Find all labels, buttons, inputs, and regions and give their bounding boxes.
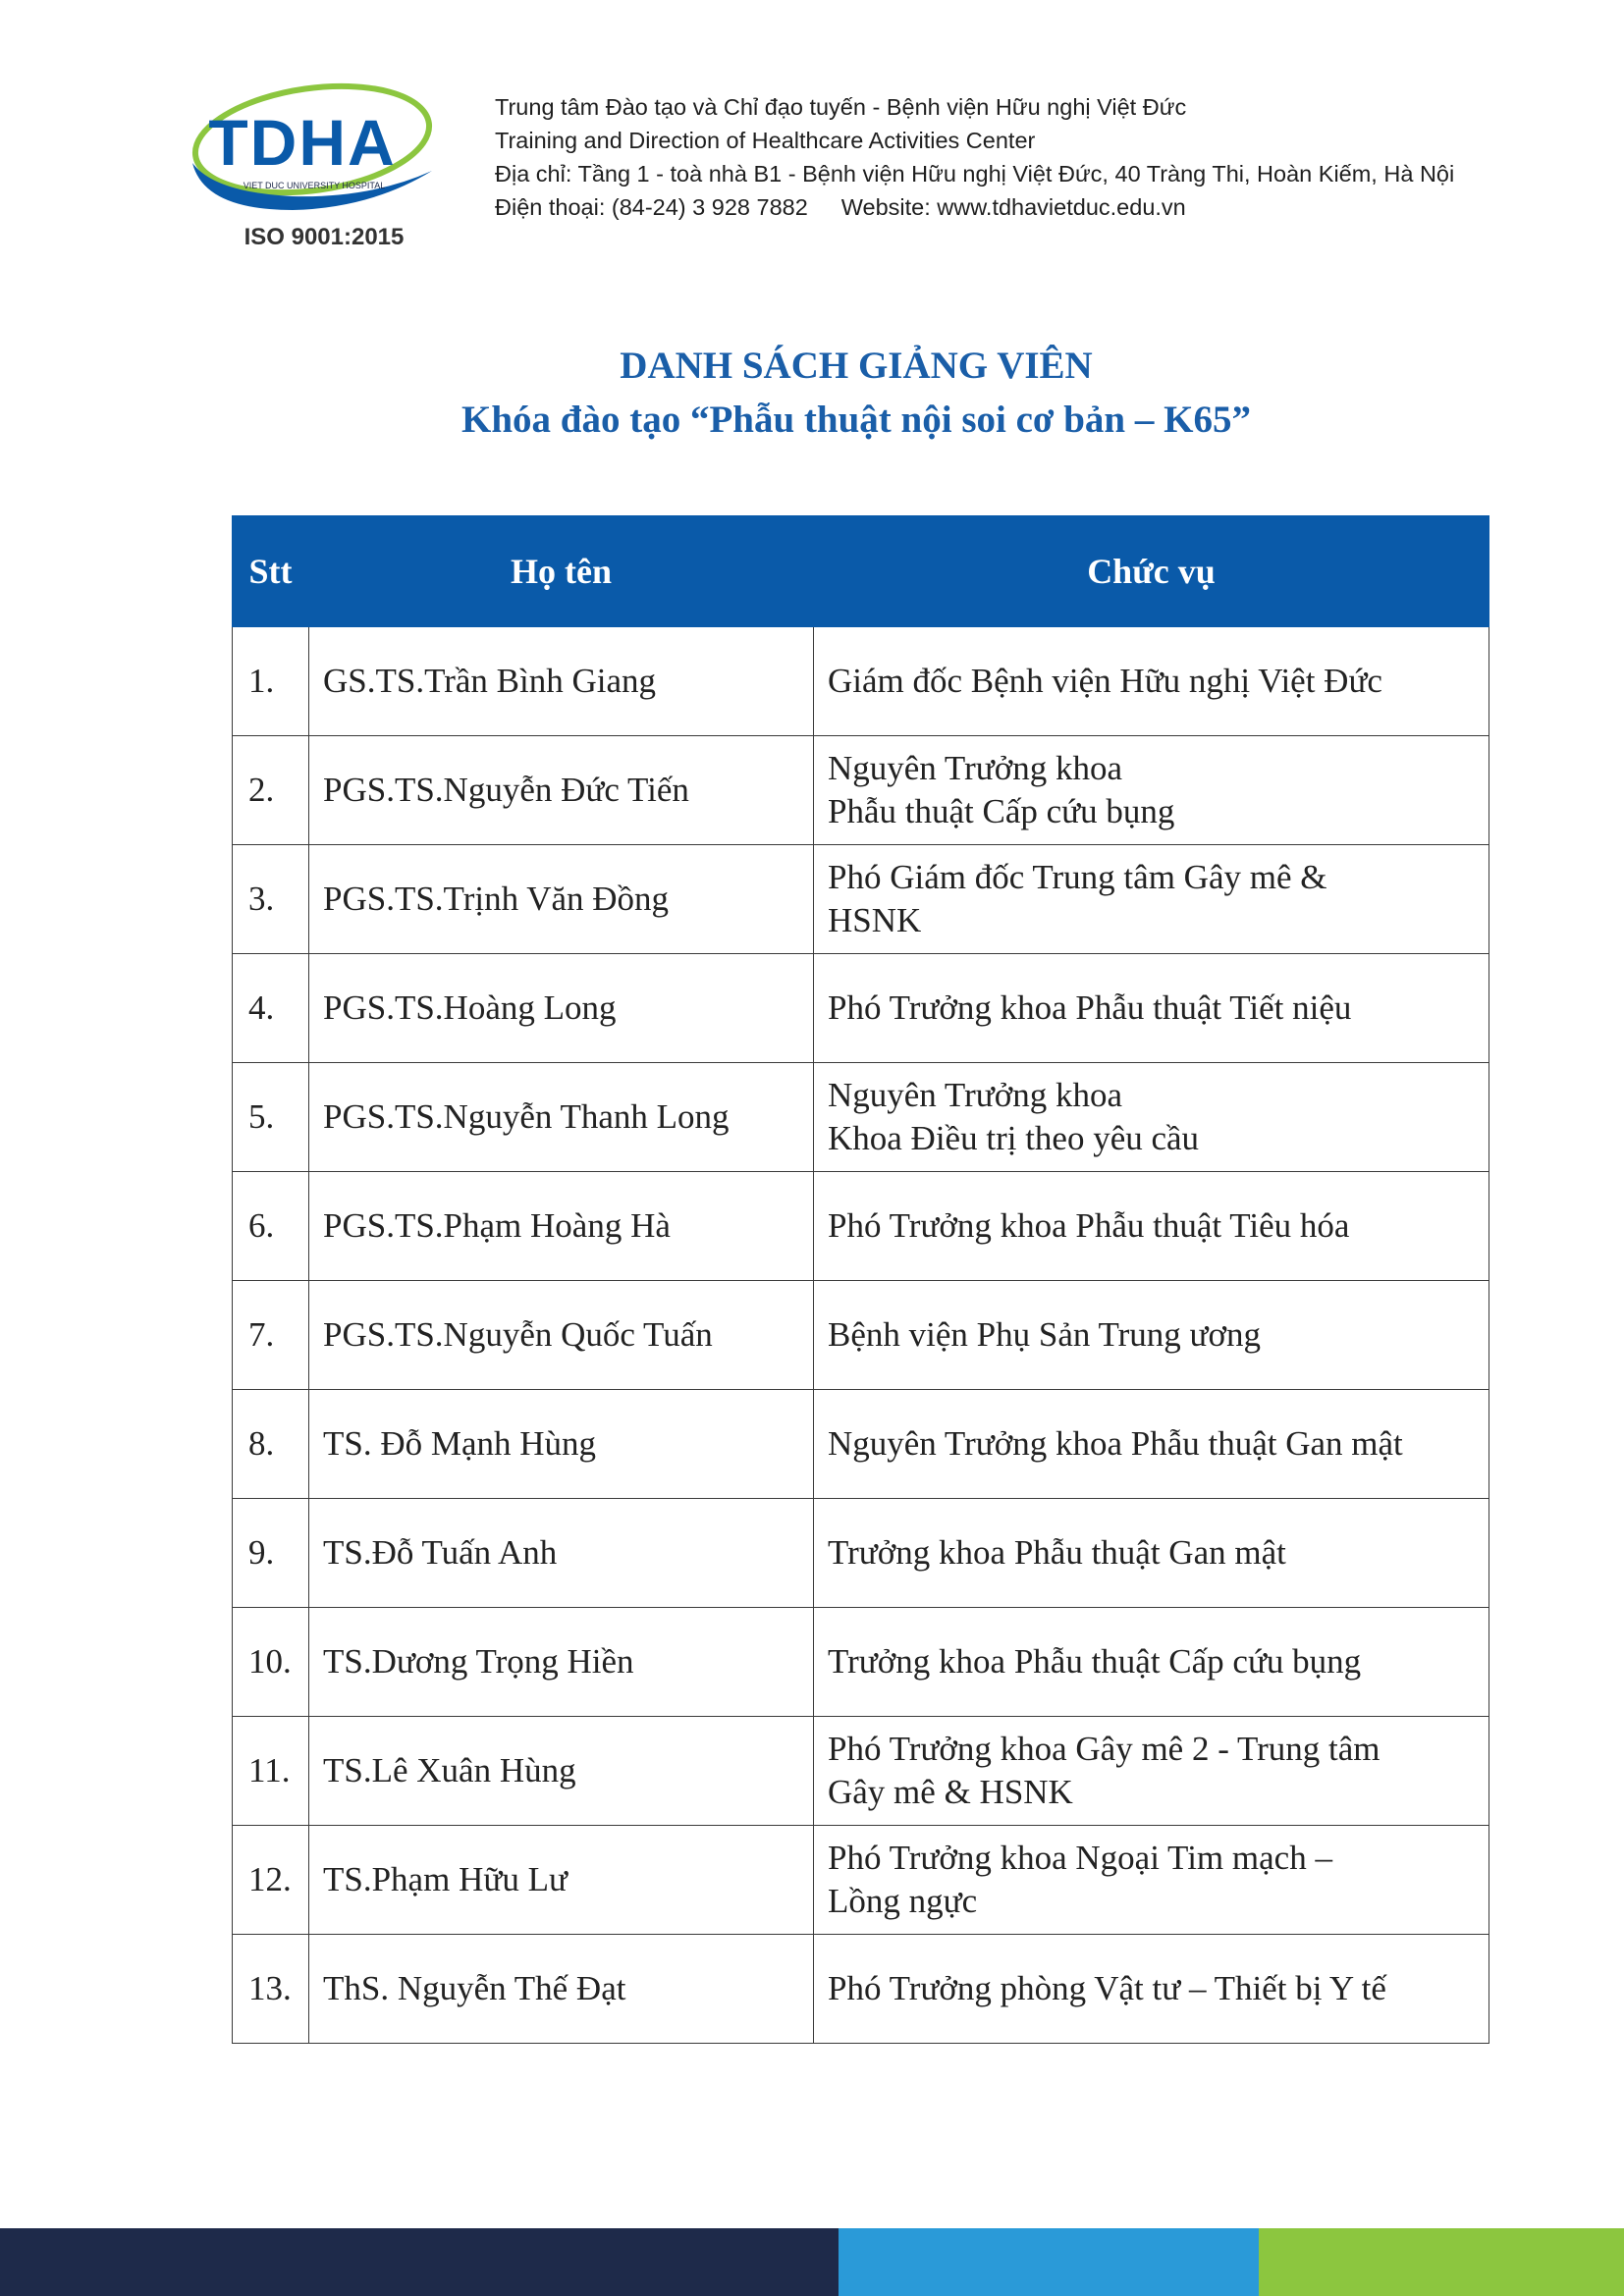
page-title: DANH SÁCH GIẢNG VIÊN xyxy=(620,345,1093,387)
position-line: Gây mê & HSNK xyxy=(828,1773,1073,1811)
row-stt: 2. xyxy=(233,736,309,845)
lecturer-table xyxy=(232,515,1489,2044)
position-line: Lồng ngực xyxy=(828,1882,978,1920)
table-row xyxy=(233,736,1489,845)
position-line: Trưởng khoa Phẫu thuật Cấp cứu bụng xyxy=(828,1642,1362,1681)
table-row xyxy=(233,1826,1489,1935)
row-stt: 3. xyxy=(233,845,309,954)
header-position: Chức vụ xyxy=(814,516,1489,627)
row-name: ThS. Nguyễn Thế Đạt xyxy=(309,1935,814,2044)
position-line: Phó Trưởng phòng Vật tư – Thiết bị Y tế xyxy=(828,1969,1386,2007)
position-line: HSNK xyxy=(828,901,922,939)
row-position xyxy=(814,1717,1489,1826)
row-stt: 5. xyxy=(233,1063,309,1172)
row-stt: 10. xyxy=(233,1608,309,1717)
footer-bar xyxy=(0,2228,1624,2296)
footer-navy-segment xyxy=(0,2228,839,2296)
position-line: Bệnh viện Phụ Sản Trung ương xyxy=(828,1315,1262,1354)
row-name: TS. Đỗ Mạnh Hùng xyxy=(309,1390,814,1499)
header-name: Họ tên xyxy=(309,516,814,627)
row-stt: 8. xyxy=(233,1390,309,1499)
row-name: GS.TS.Trần Bình Giang xyxy=(309,627,814,736)
logo-text: TDHA xyxy=(208,106,397,179)
row-position xyxy=(814,1063,1489,1172)
row-position xyxy=(814,1281,1489,1390)
row-stt: 13. xyxy=(233,1935,309,2044)
row-name: TS.Dương Trọng Hiền xyxy=(309,1608,814,1717)
row-name: PGS.TS.Nguyễn Thanh Long xyxy=(309,1063,814,1172)
row-position xyxy=(814,1172,1489,1281)
row-stt: 9. xyxy=(233,1499,309,1608)
row-position xyxy=(814,1935,1489,2044)
logo-subtext: VIET DUC UNIVERSITY HOSPITAL xyxy=(243,181,386,190)
position-line: Phó Giám đốc Trung tâm Gây mê & xyxy=(828,858,1327,896)
table-row xyxy=(233,1281,1489,1390)
position-line: Phó Trưởng khoa Ngoại Tim mạch – xyxy=(828,1839,1332,1877)
row-position xyxy=(814,736,1489,845)
table-row xyxy=(233,1390,1489,1499)
position-line: Nguyên Trưởng khoa Phẫu thuật Gan mật xyxy=(828,1424,1403,1463)
position-line: Trưởng khoa Phẫu thuật Gan mật xyxy=(828,1533,1286,1572)
phone: Điện thoại: (84-24) 3 928 7882 xyxy=(495,194,808,220)
row-stt: 7. xyxy=(233,1281,309,1390)
table-row xyxy=(233,1499,1489,1608)
header-stt: Stt xyxy=(233,516,309,627)
table-row xyxy=(233,1172,1489,1281)
position-line: Khoa Điều trị theo yêu cầu xyxy=(828,1119,1200,1157)
center-name-en: Training and Direction of Healthcare Activities Center xyxy=(495,128,1036,153)
course-title: Khóa đào tạo “Phẫu thuật nội soi cơ bản – K65” xyxy=(461,399,1251,441)
table-row xyxy=(233,1717,1489,1826)
row-stt: 11. xyxy=(233,1717,309,1826)
row-name: TS.Đỗ Tuấn Anh xyxy=(309,1499,814,1608)
row-name: TS.Lê Xuân Hùng xyxy=(309,1717,814,1826)
website: Website: www.tdhavietduc.edu.vn xyxy=(840,194,1186,220)
table-row xyxy=(233,627,1489,736)
position-line: Phẫu thuật Cấp cứu bụng xyxy=(828,792,1175,830)
position-line: Phó Trưởng khoa Phẫu thuật Tiêu hóa xyxy=(828,1206,1350,1245)
position-line: Giám đốc Bệnh viện Hữu nghị Việt Đức xyxy=(828,662,1382,700)
row-position xyxy=(814,954,1489,1063)
row-stt: 6. xyxy=(233,1172,309,1281)
address: Địa chỉ: Tầng 1 - toà nhà B1 - Bệnh viện Hữu nghị Việt Đức, 40 Tràng Thi, Hoàn Kiếm, Hà Nội xyxy=(495,161,1455,187)
position-line: Nguyên Trưởng khoa xyxy=(828,1076,1122,1114)
position-line: Phó Trưởng khoa Gây mê 2 - Trung tâm xyxy=(828,1730,1380,1768)
row-name: PGS.TS.Trịnh Văn Đồng xyxy=(309,845,814,954)
row-name: TS.Phạm Hữu Lư xyxy=(309,1826,814,1935)
table-row xyxy=(233,1608,1489,1717)
row-position xyxy=(814,627,1489,736)
table-row xyxy=(233,954,1489,1063)
table-body xyxy=(233,627,1489,2044)
iso-text: ISO 9001:2015 xyxy=(244,224,405,250)
row-position xyxy=(814,1499,1489,1608)
row-stt: 1. xyxy=(233,627,309,736)
row-stt: 4. xyxy=(233,954,309,1063)
row-position xyxy=(814,1390,1489,1499)
center-name-vi: Trung tâm Đào tạo và Chỉ đạo tuyến - Bệnh viện Hữu nghị Việt Đức xyxy=(495,94,1187,120)
footer-blue-segment xyxy=(839,2228,1259,2296)
tdha-logo xyxy=(175,73,442,259)
position-line: Nguyên Trưởng khoa xyxy=(828,749,1122,787)
row-position xyxy=(814,845,1489,954)
table-row xyxy=(233,1935,1489,2044)
table-header-row xyxy=(233,516,1489,627)
footer-green-segment xyxy=(1259,2228,1624,2296)
row-position xyxy=(814,1608,1489,1717)
row-name: PGS.TS.Nguyễn Đức Tiến xyxy=(309,736,814,845)
row-position xyxy=(814,1826,1489,1935)
contact-line xyxy=(495,190,1454,224)
header-info xyxy=(495,90,1454,224)
row-name: PGS.TS.Phạm Hoàng Hà xyxy=(309,1172,814,1281)
position-line: Phó Trưởng khoa Phẫu thuật Tiết niệu xyxy=(828,988,1352,1027)
row-name: PGS.TS.Nguyễn Quốc Tuấn xyxy=(309,1281,814,1390)
row-name: PGS.TS.Hoàng Long xyxy=(309,954,814,1063)
table-row xyxy=(233,1063,1489,1172)
row-stt: 12. xyxy=(233,1826,309,1935)
table-row xyxy=(233,845,1489,954)
